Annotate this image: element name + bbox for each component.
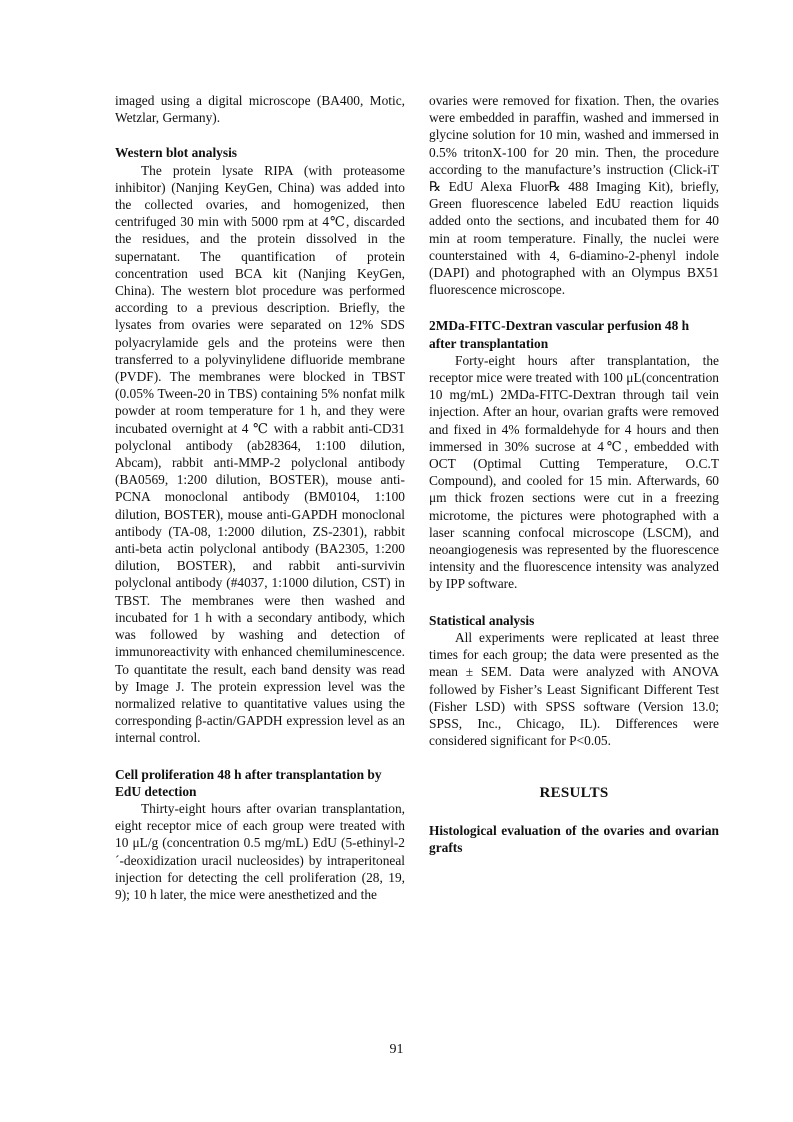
imaging-paragraph-end: imaged using a digital microscope (BA400, Motic, Wetzlar, Germany). — [115, 93, 405, 126]
western-blot-heading: Western blot analysis — [115, 145, 238, 161]
edu-paragraph-continuation: ovaries were removed for fixation. Then, the ovaries were embedded in paraffin, washed and immersed in glycine solution for 10 min, washed and immersed in 0.5% tritonX-100 for 20 min. Then, the procedure according to the manufacture’s instruction (Click-iT ℞ EdU Alexa Fluor℞ 488 Imaging Kit), briefly, Green fluorescence labeled EdU reaction liquids added onto the sections, and incubated them for 40 min at room temperature. Finally, the nuclei were counterstained with 4, 6-diamino-2-phenyl indole (DAPI) and photographed with an Olympus BX51 fluorescence microscope. — [429, 93, 719, 298]
dextran-perfusion-paragraph: Forty-eight hours after transplantation, the receptor mice were treated with 100 μL(concentration 10 mg/mL) 2MDa-FITC-Dextran through tail vein injection. After an hour, ovarian grafts were removed and fixed in 4% formaldehyde for 4 hours and then immersed in 30% sucrose at 4℃, embedded with OCT (Optimal Cutting Temperature, O.C.T Compound), and cooled for 15 min. Afterwards, 60 μm thick frozen sections were cut in a freezing microtome, the pictures were photographed with a laser scanning confocal microscope (LSCM), and neoangiogenesis was represented by the fluorescence intensity and the fluorescence intensity was analyzed by IPP software. — [429, 352, 719, 592]
right-column — [429, 92, 719, 856]
statistical-analysis-heading: Statistical analysis — [429, 612, 535, 628]
left-column — [115, 92, 405, 903]
cell-proliferation-heading: Cell proliferation 48 h after transplantation by EdU detection — [115, 766, 382, 799]
page-number: 91 — [389, 1042, 404, 1057]
histology-heading: Histological evaluation of the ovaries and ovarian grafts — [429, 822, 719, 855]
cell-proliferation-paragraph: Thirty-eight hours after ovarian transplantation, eight receptor mice of each group were treated with 10 μL/g (concentration 0.5 mg/mL) EdU (5-ethinyl-2´-deoxidization uracil nucleosides) by intraperitoneal injection for detecting the cell proliferation (28, 19, 9); 10 h later, the mice were anesthetized and the — [115, 800, 405, 902]
results-section-title: RESULTS — [539, 785, 609, 802]
statistical-analysis-paragraph: All experiments were replicated at least three times for each group; the data were presented as the mean ± SEM. Data were analyzed with ANOVA followed by Fisher’s Least Significant Different Test (Fisher LSD) with SPSS software (Version 13.0; SPSS, Inc., Chicago, IL). Differences were considered significant for P<0.05. — [429, 629, 719, 749]
western-blot-paragraph: The protein lysate RIPA (with proteasome inhibitor) (Nanjing KeyGen, China) was added into the collected ovaries, and homogenized, then centrifuged 30 min with 5000 rpm at 4℃, discarded the residues, and the protein dissolved in the supernatant. The quantification of protein concentration used BCA kit (Nanjing KeyGen, China). The western blot procedure was performed according to a previous description. Briefly, the lysates from ovaries were separated on 12% SDS polyacrylamide gels and the proteins were then transferred to a polyvinylidene difluoride membrane (PVDF). The membranes were blocked in TBST (0.05% Tween-20 in TBS) containing 5% nonfat milk powder at room temperature for 1 h, and they were incubated overnight at 4 ℃ with a rabbit anti-CD31 polyclonal antibody (ab28364, 1:100 dilution, Abcam), rabbit anti-MMP-2 polyclonal antibody (BA0569, 1:200 dilution, BOSTER), mouse anti-PCNA monoclonal antibody (BM0104, 1:100 dilution, BOSTER), mouse anti-GAPDH monoclonal antibody (TA-08, 1:2000 dilution, ZS-2301), rabbit anti-beta actin polyclonal antibody (BA2305, 1:200 dilution, BOSTER), and rabbit anti-survivin polyclonal antibody (#4037, 1:1000 dilution, CST) in TBST. The membranes were then washed and incubated for 1 h with a secondary antibody, which was followed by washing and detection of immunoreactivity with enhanced chemiluminescence. To quantitate the result, each band density was read by Image J. The protein expression level was the normalized relative to quantitative values using the corresponding β-actin/GAPDH expression level as an internal control. — [115, 162, 405, 746]
dextran-perfusion-heading: 2MDa-FITC-Dextran vascular perfusion 48 h after transplantation — [429, 318, 690, 351]
